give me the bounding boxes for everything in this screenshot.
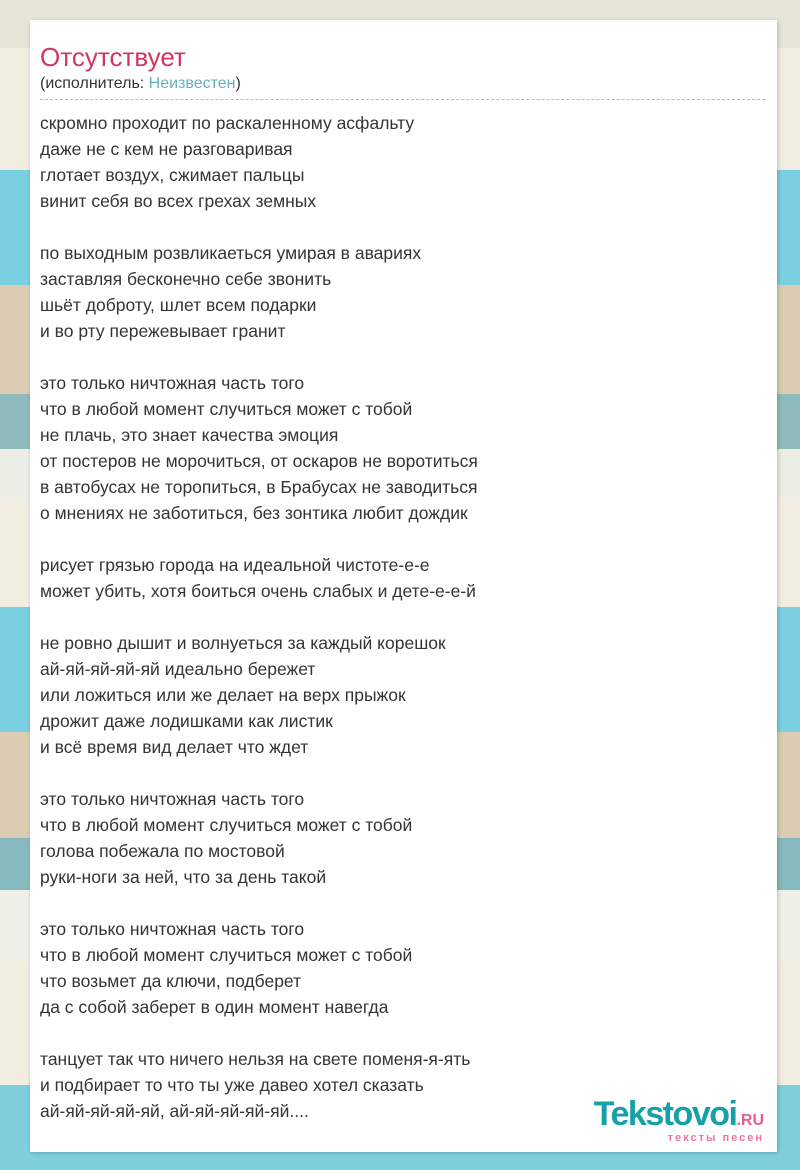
lyric-line: что в любой момент случиться может с тобой <box>40 399 413 419</box>
lyric-line: дрожит даже лодишками как листик <box>40 711 333 731</box>
lyric-line: да с собой заберет в один момент навегда <box>40 997 389 1017</box>
stanza <box>40 786 765 890</box>
artist-prefix: (исполнитель: <box>40 75 149 92</box>
site-logo-tagline: тексты песен <box>667 1132 764 1144</box>
stanza <box>40 240 765 344</box>
lyric-line: глотает воздух, сжимает пальцы <box>40 165 305 185</box>
lyric-line: это только ничтожная часть того <box>40 373 305 393</box>
lyric-line: от постеров не морочиться, от оскаров не воротиться <box>40 451 478 471</box>
lyric-line: танцует так что ничего нельзя на свете поменя-я-ять <box>40 1049 471 1069</box>
lyric-line: заставляя бесконечно себе звонить <box>40 269 332 289</box>
lyric-line: в автобусах не торопиться, в Брабусах не заводиться <box>40 477 478 497</box>
stanza <box>40 630 765 760</box>
lyric-line: или ложиться или же делает на верх прыжок <box>40 685 406 705</box>
artist-suffix: ) <box>235 75 241 92</box>
artist-link[interactable]: Неизвестен <box>148 75 236 92</box>
site-logo-main: Tekstovoi <box>593 1095 737 1133</box>
lyric-line: скромно проходит по раскаленному асфальту <box>40 113 415 133</box>
lyric-line: и всё время вид делает что ждет <box>40 737 309 757</box>
lyric-line: даже не с кем не разговаривая <box>40 139 293 159</box>
song-title: Отсутствует <box>40 42 186 72</box>
lyric-line: и во рту пережевывает гранит <box>40 321 286 341</box>
lyric-line: по выходным розвликаеться умирая в авариях <box>40 243 422 263</box>
lyric-line: не ровно дышит и волнуеться за каждый корешок <box>40 633 446 653</box>
lyric-line: голова побежала по мостовой <box>40 841 285 861</box>
lyric-line: что возьмет да ключи, подберет <box>40 971 302 991</box>
site-logo-wordmark[interactable] <box>594 1097 764 1131</box>
lyric-line: ай-яй-яй-яй-яй идеально бережет <box>40 659 316 679</box>
lyric-line: это только ничтожная часть того <box>40 919 305 939</box>
lyric-line: может убить, хотя боиться очень слабых и дете-е-е-й <box>40 581 476 601</box>
lyric-line: что в любой момент случиться может с тобой <box>40 815 413 835</box>
lyric-line: не плачь, это знает качества эмоция <box>40 425 339 445</box>
lyric-line: винит себя во всех грехах земных <box>40 191 317 211</box>
stanza <box>40 110 765 214</box>
lyric-line: и подбирает то что ты уже давео хотел сказать <box>40 1075 424 1095</box>
artist-line <box>40 74 765 100</box>
lyric-line: ай-яй-яй-яй-яй, ай-яй-яй-яй-яй.... <box>40 1101 309 1121</box>
site-logo-suffix: .RU <box>736 1112 764 1129</box>
lyric-line: шьёт доброту, шлет всем подарки <box>40 295 317 315</box>
lyric-line: руки-ноги за ней, что за день такой <box>40 867 327 887</box>
stanza <box>40 552 765 604</box>
lyric-line: это только ничтожная часть того <box>40 789 305 809</box>
stanza <box>40 916 765 1020</box>
site-logo[interactable] <box>594 1097 764 1144</box>
stanza <box>40 370 765 526</box>
lyric-line: о мнениях не заботиться, без зонтика любит дождик <box>40 503 468 523</box>
lyric-line: что в любой момент случиться может с тобой <box>40 945 413 965</box>
lyrics <box>40 110 765 1124</box>
lyric-line: рисует грязью города на идеальной чистоте-е-е <box>40 555 430 575</box>
lyrics-card <box>30 20 777 1152</box>
